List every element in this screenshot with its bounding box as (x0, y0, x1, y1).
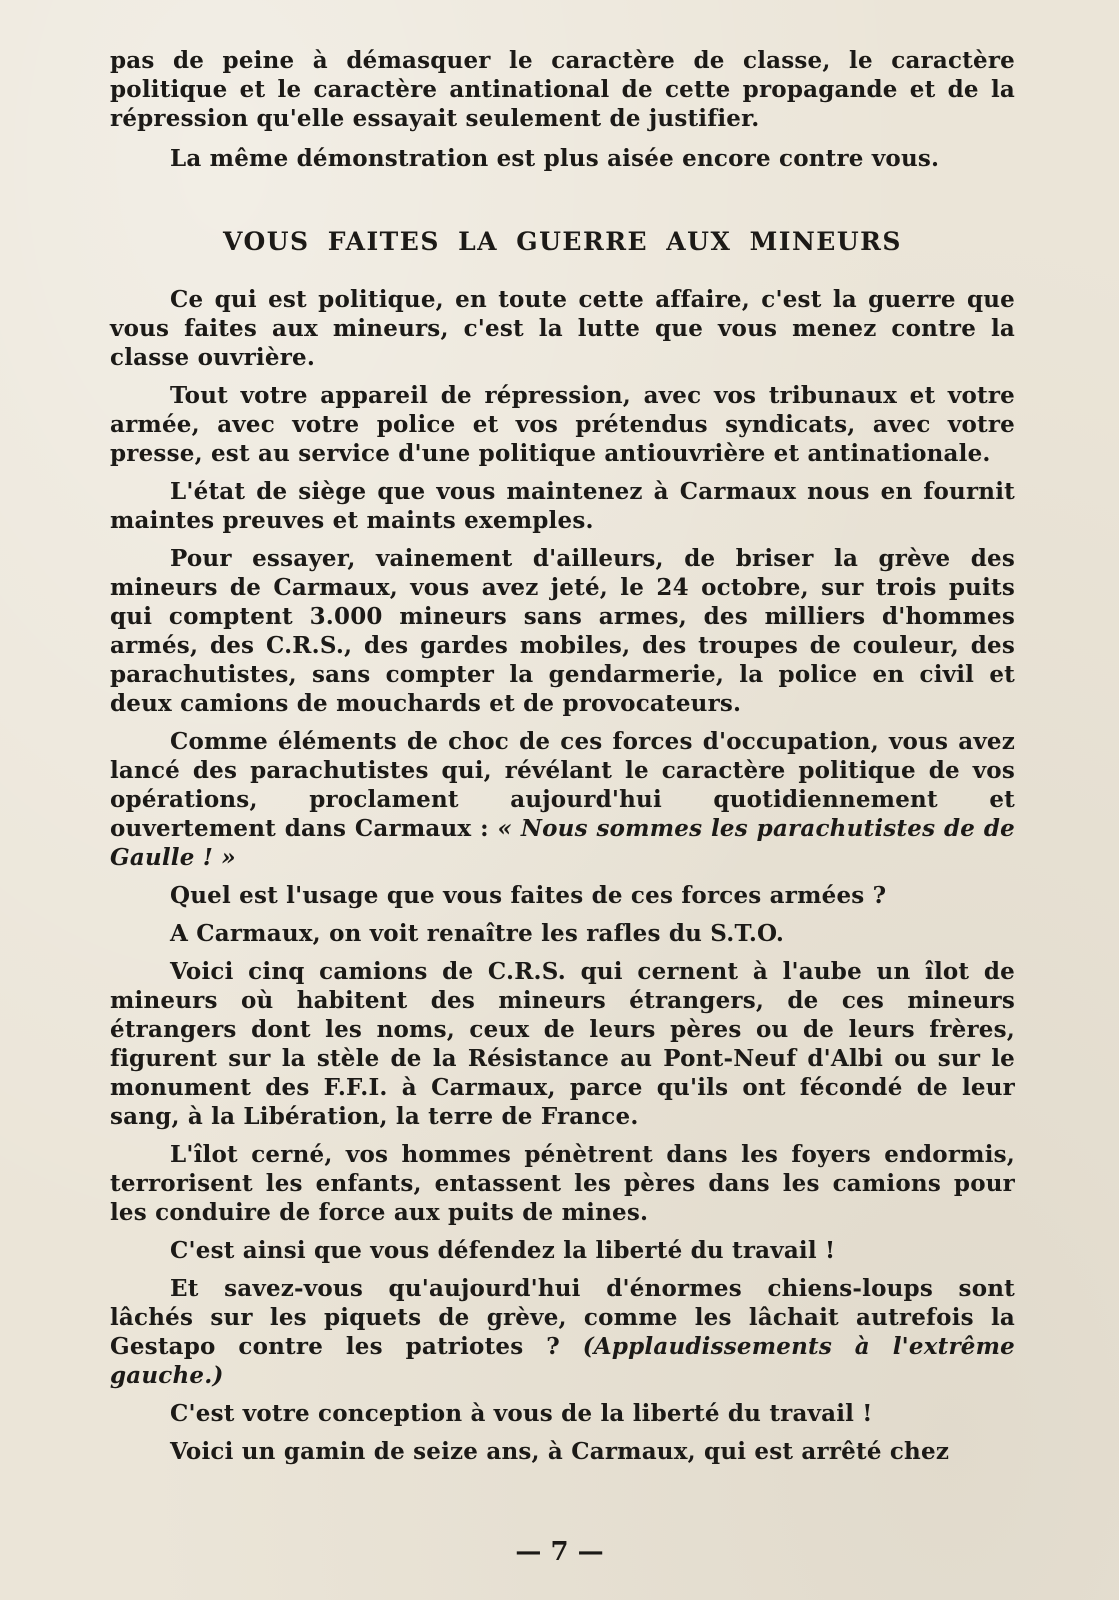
paragraph-8: A Carmaux, on voit renaître les rafles du S.T.O. (170, 920, 785, 947)
section-heading: VOUS FAITES LA GUERRE AUX MINEURS (223, 227, 902, 256)
paragraph-14: Voici un gamin de seize ans, à Carmaux, qui est arrêté chez (170, 1438, 950, 1465)
paragraph-3: Tout votre appareil de répression, avec vos tribunaux et votre armée, avec votre police et vos prétendus syndicats, avec votre presse, est au service d'une politique antiouvrière et antinationale. (110, 382, 1015, 467)
paragraph-2: Ce qui est politique, en toute cette affaire, c'est la guerre que vous faites aux mineurs, c'est la lutte que vous menez contre la classe ouvrière. (110, 286, 1015, 371)
paragraph-9: Voici cinq camions de C.R.S. qui cernent à l'aube un îlot de mineurs où habitent des mineurs étrangers, de ces mineurs étrangers dont les noms, ceux de leurs pères ou de leurs frères, figurent sur la stèle de la Résistance au Pont-Neuf d'Albi ou sur le monument des F.F.I. à Carmaux, parce qu'ils ont fécondé de leur sang, à la Libération, la terre de France. (110, 958, 1015, 1130)
paragraph-7: Quel est l'usage que vous faites de ces forces armées ? (170, 882, 887, 909)
paragraph-12-text: Et savez-vous qu'aujourd'hui d'énormes chiens-loups sont lâchés sur les piquets de grève, comme les lâchait autrefois la Gestapo contre les patriotes ? (110, 1275, 1015, 1360)
paragraph-13: C'est votre conception à vous de la liberté du travail ! (170, 1400, 873, 1427)
paragraph-6 (110, 727, 1015, 872)
paragraph-1: La même démonstration est plus aisée encore contre vous. (170, 145, 940, 172)
paragraph-5: Pour essayer, vainement d'ailleurs, de briser la grève des mineurs de Carmaux, vous avez jeté, le 24 octobre, sur trois puits qui comptent 3.000 mineurs sans armes, des milliers d'hommes armés, des C.R.S., des gardes mobiles, des troupes de couleur, des parachutistes, sans compter la gendarmerie, la police en civil et deux camions de mouchards et de provocateurs. (110, 545, 1015, 717)
paragraph-6-quote: « Nous sommes les parachutistes de de Gaulle ! » (110, 815, 1015, 871)
opening-paragraph: pas de peine à démasquer le caractère de classe, le caractère politique et le caractère antinational de cette propagande et de la répression qu'elle essayait seulement de justifier. (110, 47, 1015, 132)
paragraph-6-text: Comme éléments de choc de ces forces d'occupation, vous avez lancé des parachutistes qui, révélant le caractère politique de vos opérations, proclament aujourd'hui quotidiennement et ouvertement dans Carmaux : (110, 728, 1015, 842)
page-number: — 7 — (515, 1537, 604, 1567)
paragraph-4: L'état de siège que vous maintenez à Carmaux nous en fournit maintes preuves et maints exemples. (110, 478, 1015, 534)
paragraph-12-aside: (Applaudissements à l'extrême gauche.) (110, 1333, 1015, 1389)
paragraph-10: L'îlot cerné, vos hommes pénètrent dans les foyers endormis, terrorisent les enfants, entassent les pères dans les camions pour les conduire de force aux puits de mines. (110, 1141, 1015, 1226)
paragraph-12 (110, 1274, 1015, 1390)
paragraph-11: C'est ainsi que vous défendez la liberté du travail ! (170, 1237, 836, 1264)
document-body (110, 46, 1015, 1475)
